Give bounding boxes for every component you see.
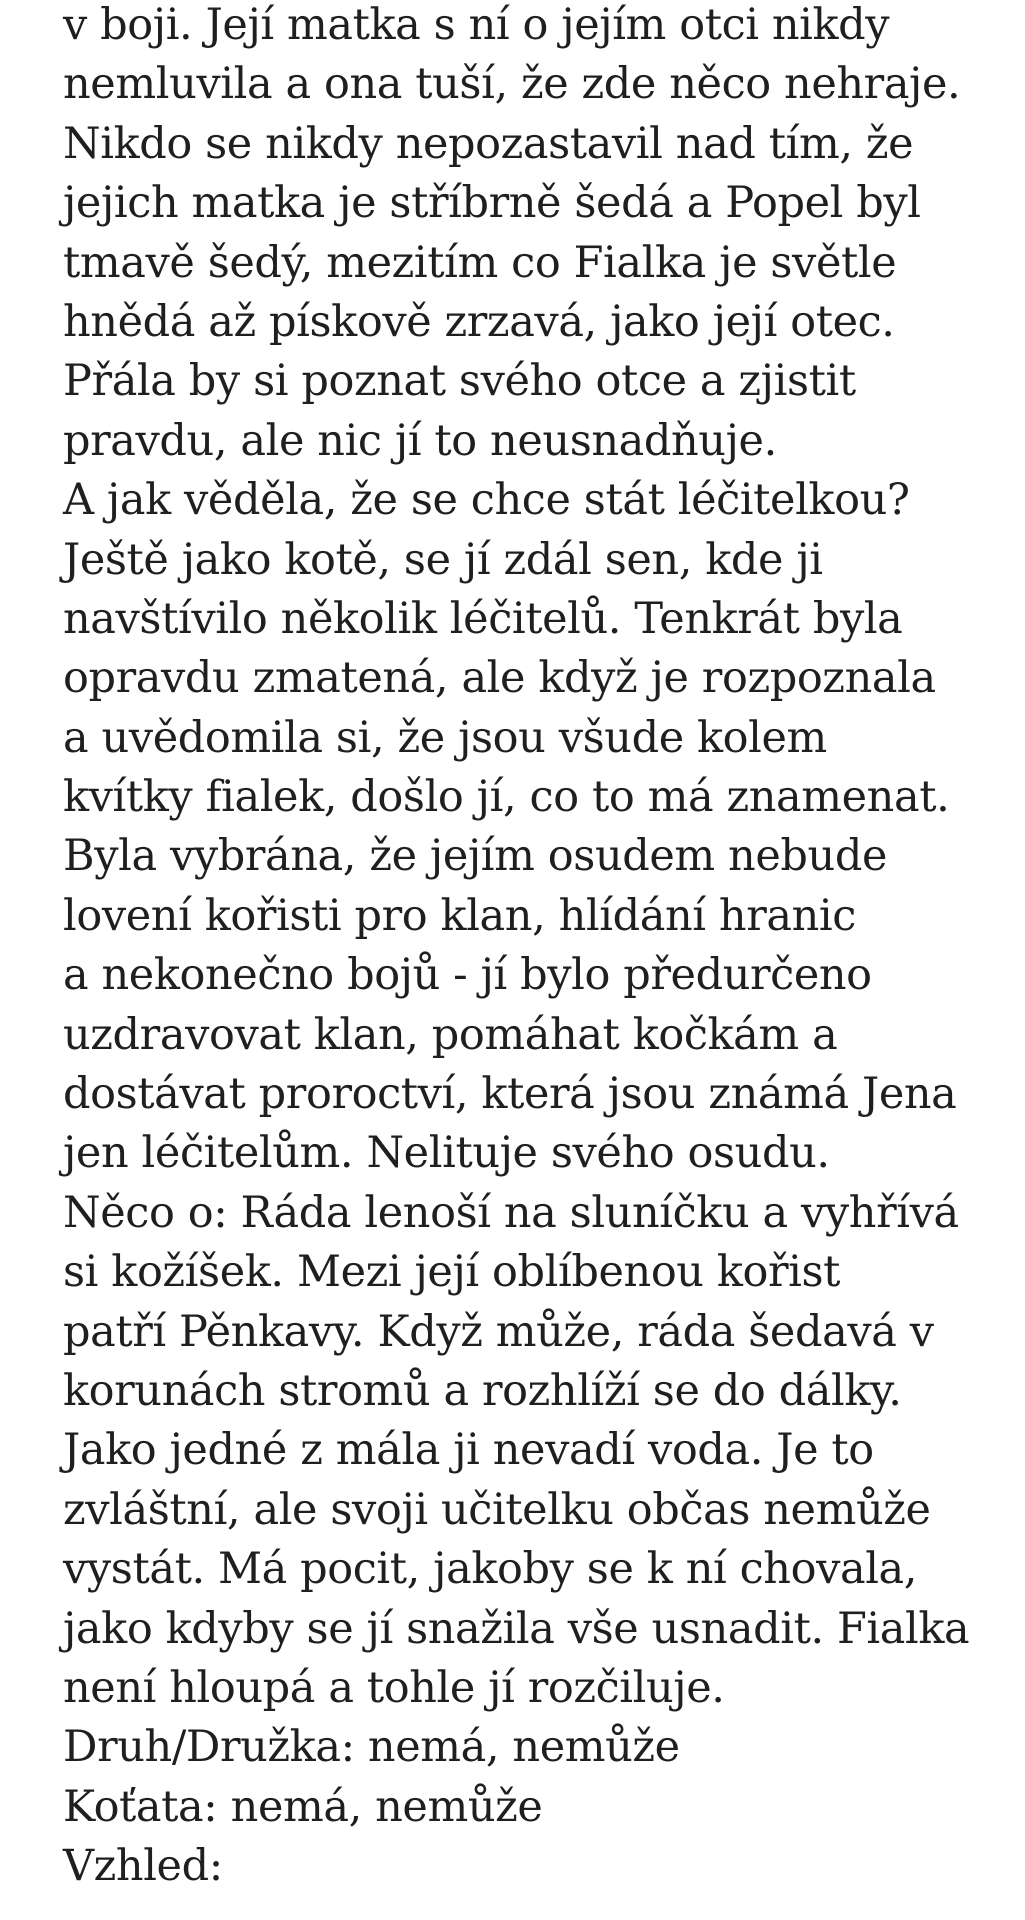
text-line: patří Pěnkavy. Když může, ráda šedavá v (63, 1306, 934, 1357)
text-line: Nikdo se nikdy nepozastavil nad tím, že (63, 118, 914, 169)
text-line: Přála by si poznat svého otce a zjistit (63, 356, 856, 407)
text-line: lovení kořisti pro klan, hlídání hranic (63, 890, 856, 941)
text-line: Druh/Družka: nemá, nemůže (63, 1722, 680, 1773)
text-line: jako kdyby se jí snažila vše usnadit. Fialka (63, 1603, 970, 1654)
text-line: tmavě šedý, mezitím co Fialka je světle (63, 237, 897, 288)
document-body (63, 0, 1023, 1897)
text-line: A jak věděla, že se chce stát léčitelkou? (63, 475, 910, 526)
text-line: dostávat proroctví, která jsou známá Jena (63, 1069, 957, 1120)
text-line: Byla vybrána, že jejím osudem nebude (63, 831, 887, 882)
text-line: navštívilo několik léčitelů. Tenkrát byla (63, 593, 903, 644)
text-line: jejich matka je stříbrně šedá a Popel byl (63, 178, 921, 229)
text-line: není hloupá a tohle jí rozčiluje. (63, 1662, 725, 1713)
text-line: nemluvila a ona tuší, že zde něco nehraje. (63, 59, 961, 110)
text-line: a nekonečno bojů - jí bylo předurčeno (63, 950, 872, 1001)
text-line: pravdu, ale nic jí to neusnadňuje. (63, 415, 777, 466)
text-line: kvítky fialek, došlo jí, co to má znamenat. (63, 772, 950, 823)
text-line: Něco o: Ráda lenoší na sluníčku a vyhřívá (63, 1187, 959, 1238)
text-line: vystát. Má pocit, jakoby se k ní chovala, (63, 1544, 918, 1595)
text-line: korunách stromů a rozhlíží se do dálky. (63, 1365, 902, 1416)
text-line: jen léčitelům. Nelituje svého osudu. (63, 1128, 830, 1179)
text-line: uzdravovat klan, pomáhat kočkám a (63, 1009, 838, 1060)
text-line: Koťata: nemá, nemůže (63, 1781, 543, 1832)
text-line: v boji. Její matka s ní o jejím otci nikdy (63, 0, 890, 50)
text-line: zvláštní, ale svoji učitelku občas nemůže (63, 1484, 931, 1535)
text-line: hnědá až pískově zrzavá, jako její otec. (63, 296, 895, 347)
text-line: Jako jedné z mála ji nevadí voda. Je to (63, 1425, 874, 1476)
text-line: Ještě jako kotě, se jí zdál sen, kde ji (63, 534, 823, 585)
text-line: Vzhled: (63, 1841, 223, 1892)
text-line: si kožíšek. Mezi její oblíbenou kořist (63, 1247, 841, 1298)
text-line: a uvědomila si, že jsou všude kolem (63, 712, 827, 763)
text-line: opravdu zmatená, ale když je rozpoznala (63, 653, 936, 704)
